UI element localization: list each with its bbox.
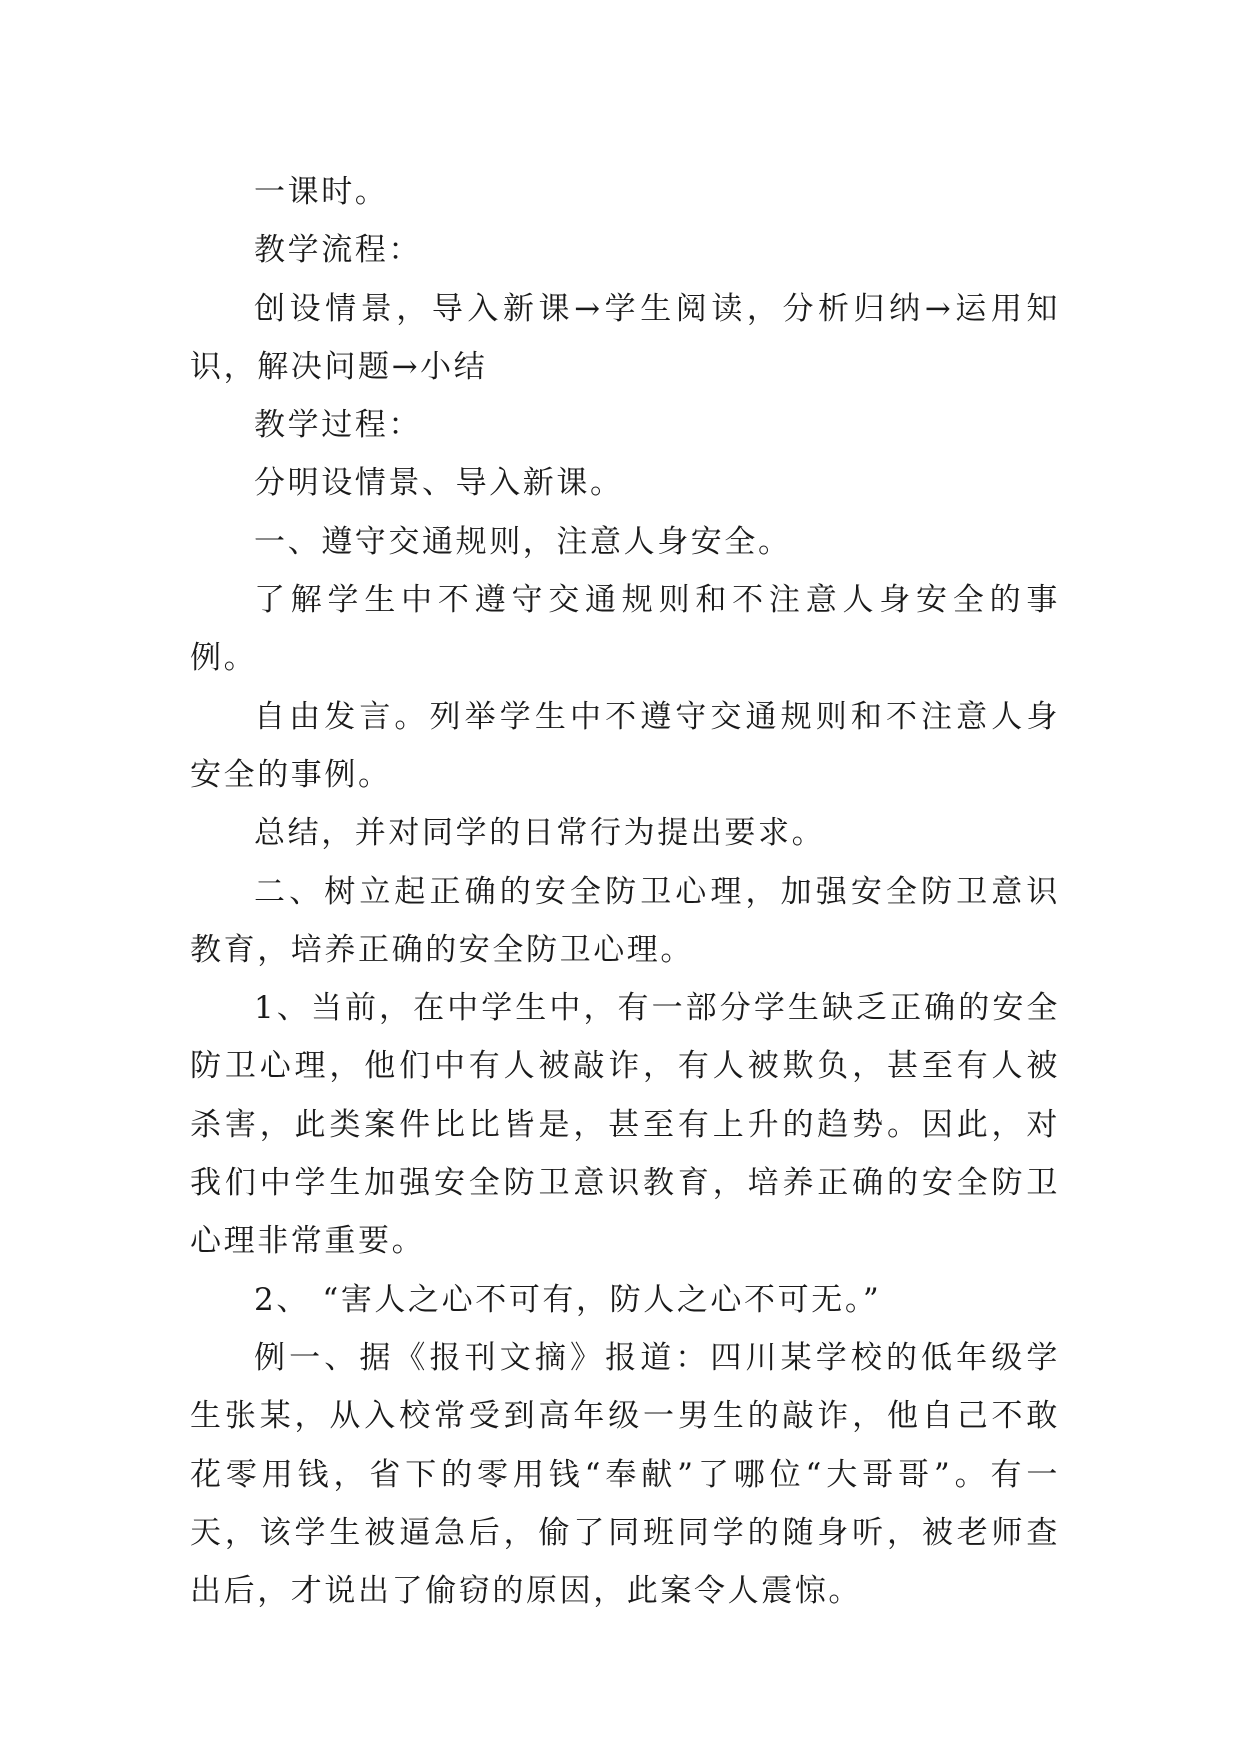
paragraph-example-1: 例一、据《报刊文摘》报道：四川某学校的低年级学生张某，从入校常受到高年级一男生的敲诈，他自己不敢花零用钱，省下的零用钱“奉献”了哪位“大哥哥”。有一天，该学生被逼急后，偷了同班同学的随身听，被老师查出后，才说出了偷窃的原因，此案令人震惊。	[190, 1339, 1060, 1610]
document-page	[190, 163, 1060, 1620]
heading-teaching-flow: 教学流程：	[254, 232, 422, 269]
paragraph-free-speech: 自由发言。列举学生中不遵守交通规则和不注意人身安全的事例。	[190, 698, 1060, 793]
paragraph-intro: 分明设情景、导入新课。	[254, 465, 624, 502]
paragraph-understand: 了解学生中不遵守交通规则和不注意人身安全的事例。	[190, 582, 1060, 677]
paragraph-point-2: 2、 “害人之心不可有，防人之心不可无。”	[254, 1281, 882, 1318]
heading-teaching-process: 教学过程：	[254, 407, 422, 444]
section-heading-1: 一、遵守交通规则，注意人身安全。	[254, 523, 792, 560]
paragraph-lesson-hours: 一课时。	[254, 174, 389, 210]
paragraph-summary: 总结，并对同学的日常行为提出要求。	[254, 815, 826, 852]
paragraph-point-1: 1、当前，在中学生中，有一部分学生缺乏正确的安全防卫心理，他们中有人被敲诈，有人被欺负，甚至有人被杀害，此类案件比比皆是，甚至有上升的趋势。因此，对我们中学生加强安全防卫意识教育，培养正确的安全防卫心理非常重要。	[190, 990, 1060, 1260]
paragraph-teaching-flow: 创设情景，导入新课→学生阅读，分析归纳→运用知识，解决问题→小结	[190, 290, 1060, 385]
section-heading-2: 二、树立起正确的安全防卫心理，加强安全防卫意识教育，培养正确的安全防卫心理。	[190, 873, 1060, 968]
